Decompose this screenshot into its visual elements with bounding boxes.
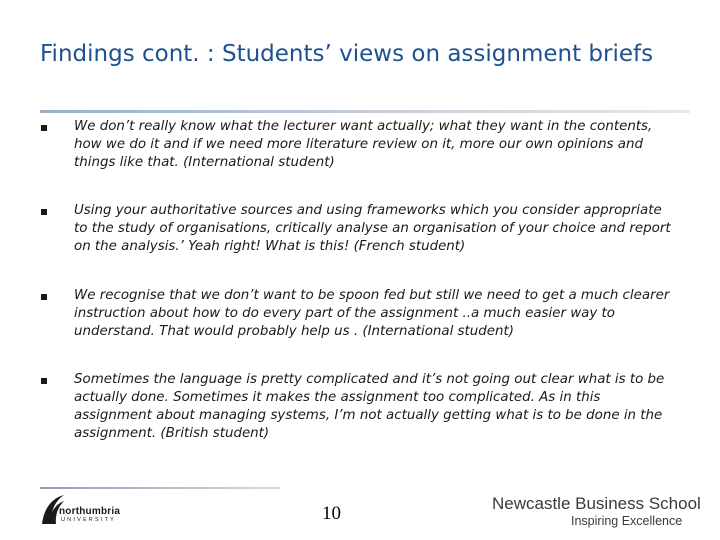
square-bullet-icon bbox=[41, 125, 47, 131]
school-tagline: Inspiring Excellence bbox=[571, 514, 683, 528]
bullet-text: Sometimes the language is pretty complicated and it’s not going out clear what is to be actually done. Sometimes it makes the assignment too complicated. As in this assignment about managing systems, I’m not actually getting what is to be done in the assignment. (British student) bbox=[74, 372, 665, 441]
university-name: northumbria bbox=[59, 506, 121, 517]
title-underline bbox=[40, 110, 690, 113]
bullet-text: We recognise that we don’t want to be spoon fed but still we need to get a much clearer instruction about how to do every part of the assignment ..a much easier way to understand. That would probably help us . (International student) bbox=[74, 288, 670, 339]
square-bullet-icon bbox=[41, 378, 47, 384]
school-name: Newcastle Business School bbox=[492, 494, 701, 513]
footer-rule bbox=[40, 487, 280, 489]
square-bullet-icon bbox=[41, 294, 47, 300]
square-bullet-icon bbox=[41, 209, 47, 215]
slide-title: Findings cont. : Students’ views on assignment briefs bbox=[40, 41, 654, 67]
bullet-text: Using your authoritative sources and using frameworks which you consider appropriate to the study of organisations, critically analyse an organisation of your choice and report on the analysis.’ Yeah right! What is this! (French student) bbox=[74, 203, 671, 254]
bullet-text: We don’t really know what the lecturer want actually; what they want in the contents, how we do it and if we need more literature review on it, more our own opinions and things like that. (International student) bbox=[74, 119, 653, 170]
page-number: 10 bbox=[322, 503, 341, 524]
university-label: UNIVERSITY bbox=[61, 517, 117, 523]
